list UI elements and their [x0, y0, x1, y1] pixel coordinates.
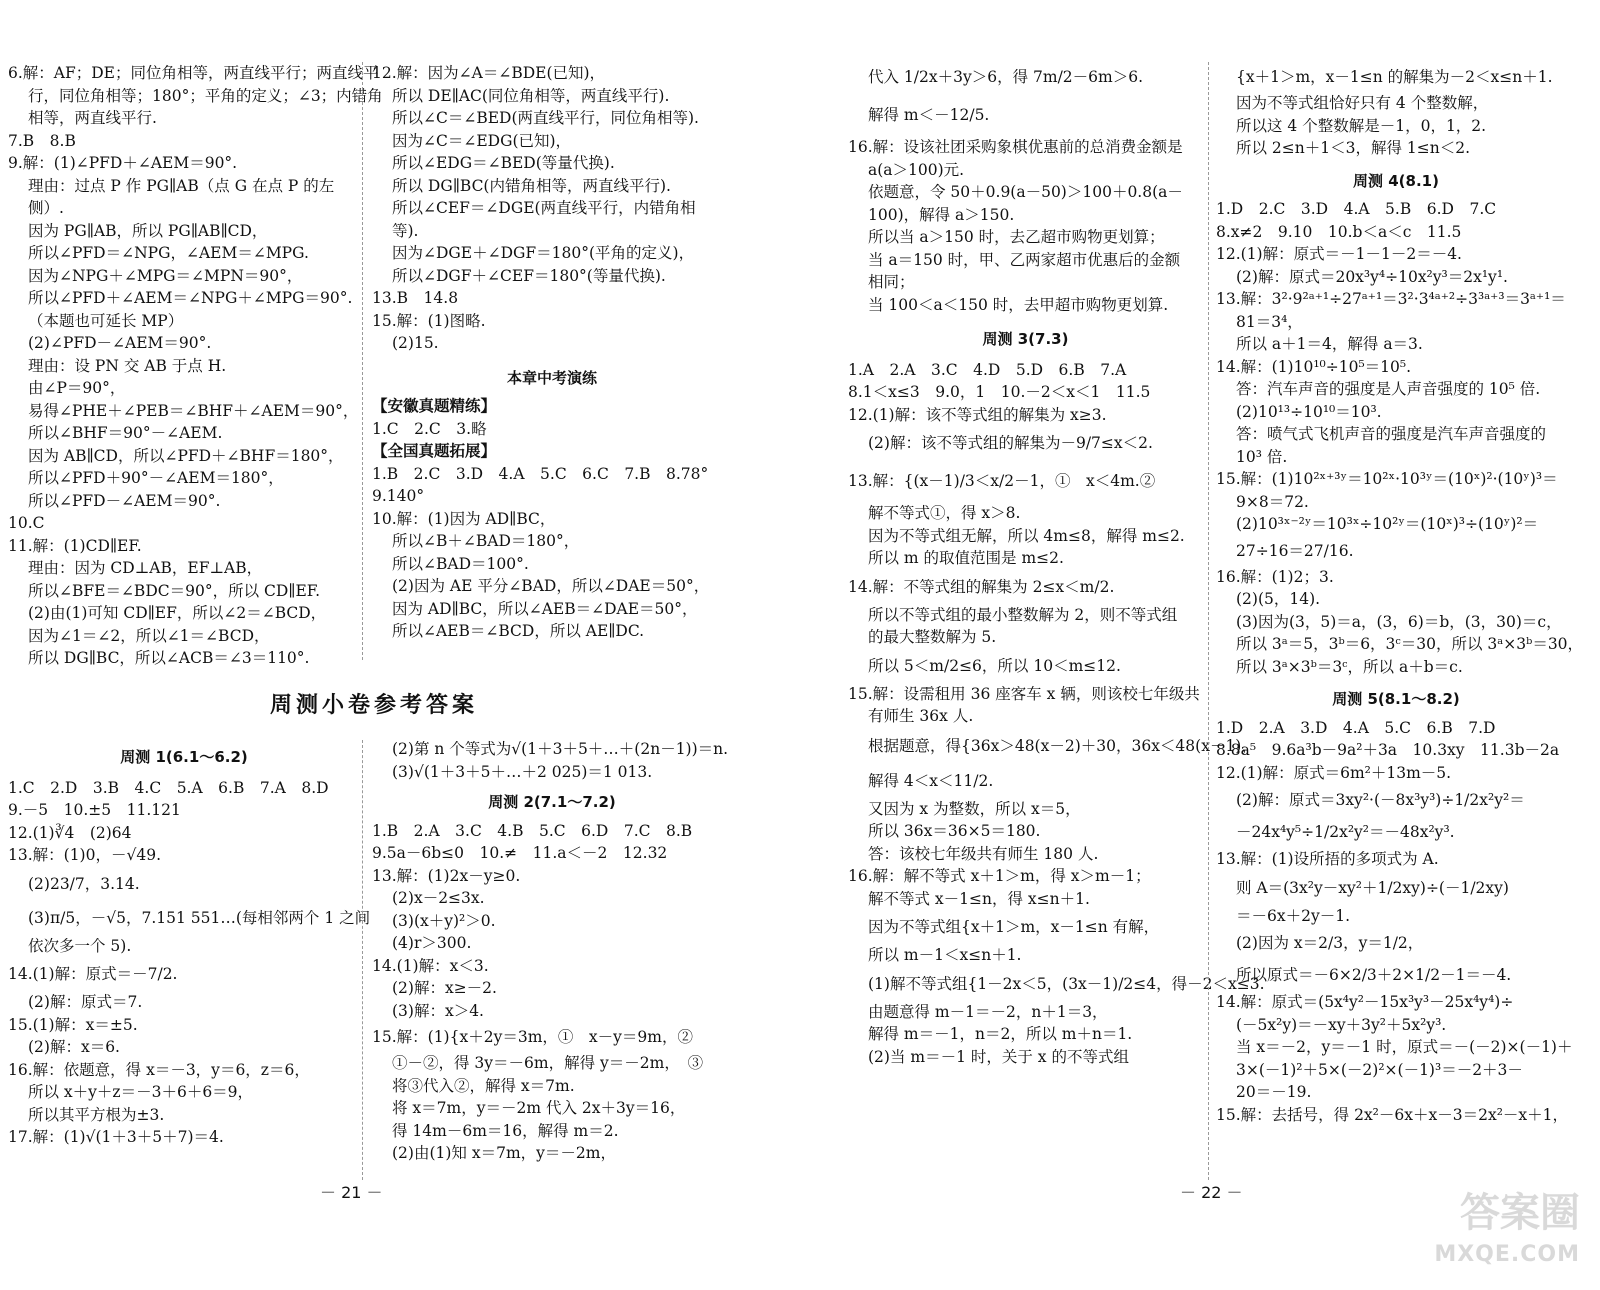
text-line: ＝－6x＋2y－1.: [1236, 906, 1351, 925]
text-line: 所以∠BFE＝∠BDC＝90°，所以 CD∥EF.: [28, 581, 321, 600]
text-line: 所以∠DGF＋∠CEF＝180°(等量代换).: [392, 266, 666, 285]
text-line: 10.C: [8, 514, 45, 532]
text-line: 所以 a＋1＝4，解得 a＝3.: [1236, 335, 1423, 353]
week4-heading: 周测 4(8.1): [1353, 171, 1439, 190]
text-line: 所以其平方根为±3.: [28, 1105, 165, 1124]
text-line: ①－②，得 3y＝－6m，解得 y＝－2m， ③: [392, 1054, 704, 1072]
text-line: 16.解：(1)2；3.: [1216, 567, 1334, 586]
text-line: 11.解：(1)CD∥EF.: [8, 536, 142, 555]
text-line: 12.解：因为∠A＝∠BDE(已知)，: [372, 64, 606, 82]
text-line: 答案圈: [1460, 1190, 1580, 1236]
column-divider: [1208, 62, 1209, 1180]
text-line: 理由：因为 CD⊥AB，EF⊥AB，: [28, 559, 263, 577]
text-line: 13.解：{(x－1)/3＜x/2－1，① x＜4m.②: [848, 472, 1156, 490]
text-line: (3)解：x＞4.: [392, 1001, 484, 1020]
text-line: 所以 m 的取值范围是 m≤2.: [868, 549, 1064, 567]
text-line: 答：喷气式飞机声音的强度是汽车声音强度的: [1236, 425, 1547, 443]
text-line: (2)10¹³÷10¹⁰＝10³.: [1236, 402, 1382, 421]
text-line: 所以 DE∥AC(同位角相等，两直线平行).: [392, 86, 670, 105]
text-line: 因为 AD∥BC，所以∠AEB＝∠DAE＝50°，: [392, 599, 698, 618]
text-line: (2)解：原式＝7.: [28, 993, 143, 1011]
text-line: (2)解：该不等式组的解集为－9/7≤x＜2.: [868, 434, 1153, 452]
text-line: 8.8a⁵ 9.6a³b－9a²＋3a 10.3xy 11.3b－2a: [1216, 741, 1560, 759]
text-line: (2)第 n 个等式为√(1＋3＋5＋…＋(2n－1))＝n.: [392, 740, 729, 758]
left-col-1: [8, 62, 383, 670]
text-line: (4)r＞300.: [392, 934, 472, 952]
text-line: 14.解：不等式组的解集为 2≤x＜m/2.: [848, 577, 1115, 596]
text-line: 相等，两直线平行.: [28, 109, 157, 127]
text-line: 1.C 2.C 3.略: [372, 419, 487, 438]
text-line: 易得∠PHE＋∠PEB＝∠BHF＋∠AEM＝90°，: [28, 401, 359, 420]
text-line: 所以 x＋y＋z＝－3＋6＋6＝9，: [28, 1083, 254, 1101]
text-line: 所以原式＝－6×2/3＋2×1/2－1＝－4.: [1236, 966, 1512, 984]
text-line: 所以 2≤n＋1＜3，解得 1≤n＜2.: [1236, 139, 1471, 157]
text-line: 所以∠C＝∠BED(两直线平行，同位角相等).: [392, 109, 699, 127]
text-line: 8.x≠2 9.10 10.b＜a＜c 11.5: [1216, 222, 1462, 241]
text-line: 因为不等式组{x＋1＞m，x－1≤n 有解，: [868, 918, 1160, 936]
text-line: 6.解：AF；DE；同位角相等，两直线平行；两直线平: [8, 64, 379, 82]
column-divider: [362, 740, 363, 1180]
text-line: (3)π/5，－√5，7.151 551…(每相邻两个 1 之间: [28, 908, 371, 927]
text-line: 所以∠BHF＝90°－∠AEM.: [28, 424, 223, 442]
text-line: 有师生 36x 人.: [868, 707, 974, 725]
text-line: 所以不等式组的最小整数解为 2，则不等式组: [868, 605, 1178, 624]
text-line: 将 x＝7m，y＝－2m 代入 2x＋3y＝16，: [392, 1099, 686, 1117]
text-line: 15.解：(1)图略.: [372, 311, 486, 330]
text-line: 所以 36x＝36×5＝180.: [868, 822, 1041, 840]
text-line: 10.解：(1)因为 AD∥BC，: [372, 509, 556, 528]
text-line: 13.解：(1)设所捂的多项式为 A.: [1216, 850, 1439, 868]
text-line: 12.(1)解：原式＝－1－1－2＝－4.: [1216, 245, 1462, 263]
text-line: 解得 4＜x＜11/2.: [868, 771, 994, 790]
text-line: 得 14m－6m＝16，解得 m＝2.: [392, 1121, 619, 1140]
left-col-4: [372, 738, 732, 1165]
text-line: 12.(1)∛4 (2)64: [8, 823, 132, 842]
text-line: 解得 m＝－1，n＝2，所以 m＋n＝1.: [868, 1025, 1133, 1043]
left-col-2: [372, 62, 732, 643]
text-line: 当 100＜a＜150 时，去甲超市购物更划算.: [868, 295, 1169, 314]
text-line: 所以 DG∥BC(内错角相等，两直线平行).: [392, 176, 671, 195]
text-line: 16.解：设该社团采购象棋优惠前的总消费金额是: [848, 138, 1183, 156]
text-line: a(a＞100)元.: [868, 160, 965, 179]
text-line: (1)解不等式组{1－2x＜5，(3x－1)/2≤4，得－2＜x≤3.: [868, 974, 1265, 993]
text-line: 9.5a－6b≤0 10.≠ 11.a＜－2 12.32: [372, 844, 668, 862]
text-line: 【安徽真题精练】: [372, 396, 497, 415]
text-line: 27÷16＝27/16.: [1236, 541, 1354, 560]
week2-heading: 周测 2(7.1～7.2): [488, 793, 616, 811]
text-line: 答：汽车声音的强度是人声音强度的 10⁵ 倍.: [1236, 380, 1541, 398]
text-line: 所以∠PFD＋90°－∠AEM＝180°，: [28, 469, 284, 487]
text-line: 所以∠PFD＝∠NPG，∠AEM＝∠MPG.: [28, 244, 309, 262]
text-line: 1.B 2.C 3.D 4.A 5.C 6.C 7.B 8.78°: [372, 464, 709, 483]
text-line: MXQE.COM: [1434, 1242, 1580, 1267]
text-line: 所以∠CEF＝∠DGE(两直线平行，内错角相: [392, 199, 696, 217]
text-line: (2)由(1)知 x＝7m，y＝－2m，: [392, 1144, 616, 1162]
watermark-logo: [1434, 1192, 1580, 1276]
text-line: 由题意得 m－1＝－2，n＋1＝3，: [868, 1002, 1108, 1021]
text-line: 14.解：原式＝(5x⁴y²－15x³y³－25x⁴y⁴)÷: [1216, 993, 1514, 1011]
text-line: 代入 1/2x＋3y＞6，得 7m/2－6m＞6.: [868, 68, 1144, 86]
text-line: 7.B 8.B: [8, 131, 76, 150]
section-title: 周测小卷参考答案: [270, 693, 479, 718]
week3-heading: 周测 3(7.3): [982, 330, 1069, 348]
text-line: 所以当 a＞150 时，去乙超市购物更划算；: [868, 228, 1165, 246]
text-line: 15.解：去括号，得 2x²－6x＋x－3＝2x²－x＋1，: [1216, 1105, 1569, 1124]
text-line: 因为 AB∥CD，所以∠PFD＋∠BHF＝180°，: [28, 446, 344, 465]
text-line: 100)，解得 a＞150.: [868, 205, 1015, 224]
column-divider: [362, 62, 363, 660]
text-line: (2)解：原式＝20x³y⁴÷10x²y³＝2x¹y¹.: [1236, 267, 1508, 286]
text-line: 3×(－1)²＋5×(－2)²×(－1)³＝－2＋3－: [1236, 1060, 1523, 1079]
text-line: 答：该校七年级共有师生 180 人.: [868, 844, 1099, 863]
text-line: 8.1＜x≤3 9.0，1 10.－2＜x＜1 11.5: [848, 383, 1151, 401]
text-line: (2)因为 x＝2/3，y＝1/2，: [1236, 934, 1424, 952]
text-line: (2)10³ˣ⁻²ʸ＝10³ˣ÷10²ʸ＝(10ˣ)³÷(10ʸ)²＝: [1236, 515, 1539, 533]
text-line: 所以∠PFD－∠AEM＝90°.: [28, 491, 221, 510]
text-line: 15.(1)解：x＝±5.: [8, 1015, 138, 1034]
text-line: 所以 5＜m/2≤6，所以 10＜m≤12.: [868, 656, 1121, 675]
text-line: 根据题意，得{36x＞48(x－2)＋30，36x＜48(x－1)，: [868, 736, 1257, 755]
text-line: 17.解：(1)√(1＋3＋5＋7)＝4.: [8, 1128, 224, 1146]
text-line: 1.D 2.C 3.D 4.A 5.B 6.D 7.C: [1216, 200, 1497, 218]
text-line: 所以∠AEB＝∠BCD，所以 AE∥DC.: [392, 622, 645, 640]
text-line: 因为∠1＝∠2，所以∠1＝∠BCD，: [28, 626, 270, 645]
text-line: 所以∠BAD＝100°.: [392, 554, 529, 573]
text-line: 所以 DG∥BC，所以∠ACB＝∠3＝110°.: [28, 649, 310, 667]
text-line: 因为 PG∥AB，所以 PG∥AB∥CD，: [28, 221, 268, 240]
text-line: 15.解：(1)10²ˣ⁺³ʸ＝10²ˣ·10³ʸ＝(10ˣ)²·(10ʸ)³＝: [1216, 470, 1558, 488]
text-line: 13.B 14.8: [372, 289, 459, 307]
text-line: 将③代入②，解得 x＝7m.: [392, 1076, 575, 1095]
text-line: 所以 m－1＜x≤n＋1.: [868, 946, 1022, 964]
text-line: 13.解：(1)0，－√49.: [8, 846, 161, 864]
text-line: 解得 m＜－12/5.: [868, 106, 990, 124]
text-line: 则 A＝(3x²y－xy²＋1/2xy)÷(－1/2xy): [1236, 878, 1509, 897]
text-line: 理由：过点 P 作 PG∥AB（点 G 在点 P 的左: [28, 176, 335, 195]
text-line: (2)∠PFD－∠AEM＝90°.: [28, 334, 212, 352]
text-line: (2)23/7，3.14.: [28, 874, 140, 893]
text-line: 由∠P＝90°，: [28, 379, 126, 397]
chapter-exam-heading: 本章中考演练: [506, 368, 597, 387]
text-line: 依题意，令 50＋0.9(a－50)＞100＋0.8(a－: [868, 183, 1183, 201]
text-line: 解不等式 x－1≤n，得 x≤n＋1.: [868, 889, 1090, 908]
text-line: 13.解：(1)2x－y≥0.: [372, 866, 521, 885]
week1-heading: 周测 1(6.1～6.2): [120, 748, 248, 766]
text-line: 所以这 4 个整数解是－1，0，1，2.: [1236, 116, 1487, 135]
text-line: (2)x－2≤3x.: [392, 889, 485, 907]
text-line: 因为∠C＝∠EDG(已知)，: [392, 131, 572, 150]
text-line: 10³ 倍.: [1236, 447, 1288, 466]
text-line: (－5x²y)＝－xy＋3y²＋5x²y³.: [1236, 1015, 1447, 1034]
text-line: 9.140°: [372, 487, 425, 505]
text-line: 15.解：设需租用 36 座客车 x 辆，则该校七年级共: [848, 684, 1200, 703]
text-line: (2)因为 AE 平分∠BAD，所以∠DAE＝50°，: [392, 577, 710, 595]
text-line: (2)由(1)可知 CD∥EF，所以∠2＝∠BCD，: [28, 604, 327, 622]
left-col-3: [8, 746, 371, 1149]
text-line: 侧）.: [28, 199, 64, 217]
text-line: 因为∠NPG＋∠MPG＝∠MPN＝90°，: [28, 266, 303, 285]
text-line: 81＝3⁴，: [1236, 312, 1303, 331]
text-line: 16.解：解不等式 x＋1＞m，得 x＞m－1；: [848, 867, 1151, 885]
text-line: 14.解：(1)10¹⁰÷10⁵＝10⁵.: [1216, 357, 1412, 376]
page-number-right: － 22 －: [1180, 1183, 1243, 1202]
text-line: (2)解：原式＝3xy²·(－8x³y³)÷1/2x²y²＝: [1236, 791, 1525, 809]
text-line: 9×8＝72.: [1236, 492, 1309, 511]
text-line: 因为∠DGE＋∠DGF＝180°(平角的定义)，: [392, 244, 695, 262]
text-line: 依次多一个 5).: [28, 936, 132, 955]
page-number-left: － 21 －: [320, 1183, 383, 1202]
text-line: (3)(x＋y)²＞0.: [392, 911, 496, 930]
text-line: 1.B 2.A 3.C 4.B 5.C 6.D 7.C 8.B: [372, 821, 693, 840]
text-line: 1.A 2.A 3.C 4.D 5.D 6.B 7.A: [848, 360, 1127, 379]
text-line: 理由：设 PN 交 AB 于点 H.: [28, 356, 227, 375]
text-line: 解不等式①，得 x＞8.: [868, 504, 1021, 522]
text-line: 所以∠PFD＋∠AEM＝∠NPG＋∠MPG＝90°.: [28, 289, 353, 307]
text-line: 的最大整数解为 5.: [868, 628, 997, 646]
text-line: (2)当 m＝－1 时，关于 x 的不等式组: [868, 1047, 1129, 1066]
text-line: 【全国真题拓展】: [372, 441, 497, 460]
text-line: 所以 3ᵃ×3ᵇ＝3ᶜ，所以 a＋b＝c.: [1236, 657, 1463, 676]
text-line: －24x⁴y⁵÷1/2x²y²＝－48x²y³.: [1236, 823, 1455, 841]
text-line: 又因为 x 为整数，所以 x＝5，: [868, 799, 1081, 818]
text-line: 所以∠EDG＝∠BED(等量代换).: [392, 154, 615, 172]
text-line: 1.D 2.A 3.D 4.A 5.C 6.B 7.D: [1216, 718, 1496, 737]
text-line: (2)解：x≥－2.: [392, 979, 497, 997]
text-line: 等).: [392, 221, 419, 240]
text-line: 16.解：依题意，得 x＝－3，y＝6，z＝6，: [8, 1060, 310, 1079]
text-line: 12.(1)解：原式＝6m²＋13m－5.: [1216, 763, 1452, 782]
text-line: 相同；: [868, 273, 915, 291]
right-col-6: [1216, 62, 1584, 1126]
text-line: {x＋1＞m，x－1≤n 的解集为－2＜x≤n＋1.: [1236, 68, 1553, 86]
text-line: (2)(5，14).: [1236, 590, 1321, 608]
text-line: (2)15.: [392, 334, 439, 352]
text-line: 因为不等式组恰好只有 4 个整数解，: [1236, 94, 1489, 112]
text-line: 12.(1)解：该不等式组的解集为 x≥3.: [848, 405, 1107, 424]
text-line: (3)√(1＋3＋5＋…＋2 025)＝1 013.: [392, 762, 653, 781]
text-line: 14.(1)解：x＜3.: [372, 956, 489, 975]
text-line: 所以∠B＋∠BAD＝180°，: [392, 532, 580, 550]
text-line: 当 a＝150 时，甲、乙两家超市优惠后的金额: [868, 250, 1181, 269]
text-line: 14.(1)解：原式＝－7/2.: [8, 965, 178, 983]
text-line: (2)解：x＝6.: [28, 1038, 120, 1056]
text-line: 因为不等式组无解，所以 4m≤8，解得 m≤2.: [868, 526, 1185, 545]
text-line: 15.解：(1){x＋2y＝3m，① x－y＝9m，②: [372, 1028, 693, 1046]
text-line: (3)因为(3，5)＝a，(3，6)＝b，(3，30)＝c，: [1236, 612, 1562, 631]
text-line: 所以 3ᵃ＝5，3ᵇ＝6，3ᶜ＝30，所以 3ᵃ×3ᵇ＝30，: [1236, 635, 1584, 653]
week5-heading: 周测 5(8.1～8.2): [1332, 690, 1460, 708]
text-line: 1.C 2.D 3.B 4.C 5.A 6.B 7.A 8.D: [8, 778, 329, 797]
text-line: 13.解：3²·9²ᵃ⁺¹÷27ᵃ⁺¹＝3²·3⁴ᵃ⁺²÷3³ᵃ⁺³＝3ᵃ⁺¹＝: [1216, 290, 1566, 308]
text-line: 当 x＝－2，y＝－1 时，原式＝－(－2)×(－1)＋: [1236, 1038, 1573, 1056]
text-line: （本题也可延长 MP）: [28, 311, 184, 330]
text-line: 9.解：(1)∠PFD＋∠AEM＝90°.: [8, 154, 238, 172]
text-line: 行，同位角相等；180°；平角的定义；∠3；内错角: [28, 86, 383, 105]
text-line: 20＝－19.: [1236, 1083, 1312, 1101]
text-line: 9.－5 10.±5 11.121: [8, 801, 181, 819]
